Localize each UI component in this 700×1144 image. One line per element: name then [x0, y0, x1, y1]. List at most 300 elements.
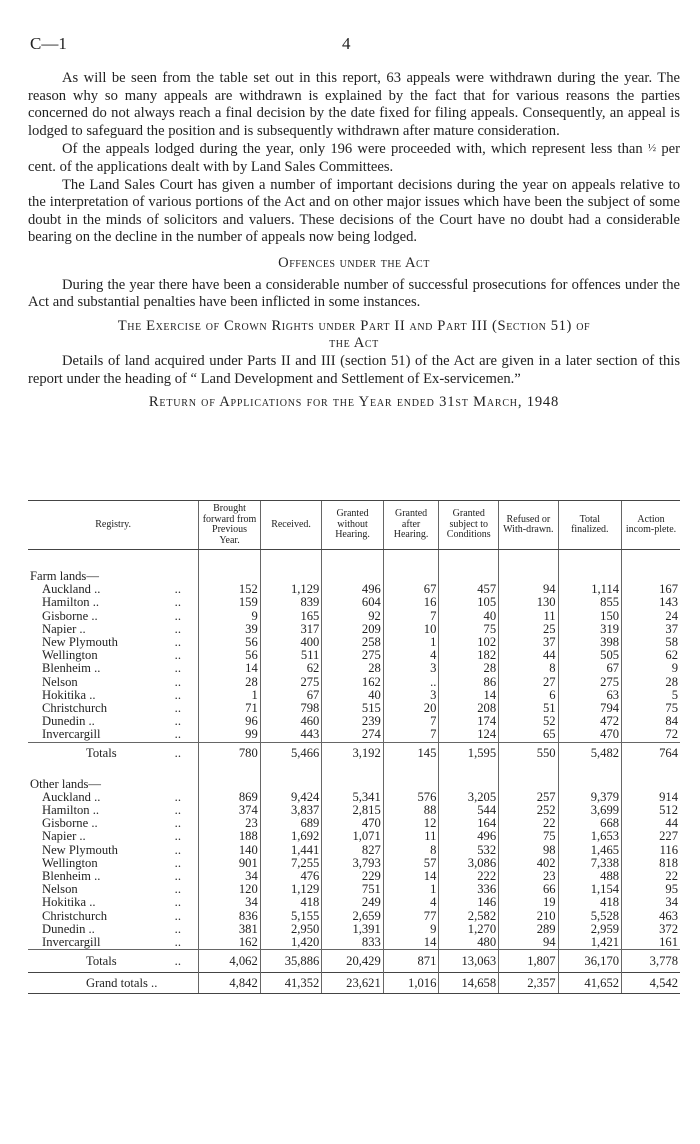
empty-cell [199, 765, 260, 778]
table-cell: 5,466 [260, 742, 322, 765]
table-cell: 443 [260, 728, 322, 742]
empty-cell [622, 778, 680, 791]
empty-cell [260, 550, 322, 571]
table-cell: 855 [558, 596, 621, 609]
table-cell: 22 [622, 870, 680, 883]
table-cell: 1,114 [558, 583, 621, 596]
table-cell: 764 [622, 742, 680, 765]
table-cell: 71 [199, 702, 260, 715]
registry-name: Gisborne .. [42, 608, 98, 623]
table-cell: 1,270 [439, 923, 499, 936]
table-cell: 3,699 [558, 804, 621, 817]
table-cell: 1,071 [322, 830, 383, 843]
table-row [28, 883, 680, 896]
table-cell: 62 [622, 649, 680, 662]
table-cell: 418 [260, 896, 322, 909]
leader-dots: .. [174, 789, 181, 804]
table-cell: 44 [622, 817, 680, 830]
table-cell: 402 [499, 857, 558, 870]
table-cell: 84 [622, 715, 680, 728]
page-number: 4 [342, 34, 351, 53]
table-cell: 34 [622, 896, 680, 909]
table-row [28, 910, 680, 923]
table-cell: 4 [383, 649, 439, 662]
table-cell: 515 [322, 702, 383, 715]
table-row [28, 804, 680, 817]
registry-name: Invercargill [42, 935, 101, 950]
table-row [28, 649, 680, 662]
registry-name: Wellington [42, 648, 98, 663]
registry-name: Blenheim .. [42, 661, 101, 676]
table-cell: 37 [622, 623, 680, 636]
section-heading: Farm lands— [30, 569, 99, 583]
leader-dots [173, 973, 199, 994]
table-cell: 374 [199, 804, 260, 817]
leader-dots: .. [174, 635, 181, 650]
empty-cell [622, 550, 680, 571]
table-cell: 794 [558, 702, 621, 715]
table-cell: 869 [199, 791, 260, 804]
table-cell: 470 [322, 817, 383, 830]
table-row [28, 689, 680, 702]
registry-name: Wellington [42, 855, 98, 870]
empty-cell [439, 765, 499, 778]
registry-name: Napier .. [42, 621, 86, 636]
table-cell: 1,465 [558, 844, 621, 857]
table-cell: 20 [383, 702, 439, 715]
table-cell: 5,528 [558, 910, 621, 923]
table-cell: 150 [558, 610, 621, 623]
paragraph-appeals-proceeded-b: per cent. of the applications dealt with by Land Sales Committees. [28, 141, 680, 175]
table-cell: 162 [322, 676, 383, 689]
empty-cell [260, 765, 322, 778]
paragraph-appeals-withdrawn: As will be seen from the table set out in this report, 63 appeals were withdrawn during the year. The reason why so many appeals are withdrawn is explained by the fact that for various reasons the parties concerned do not always reach a final decision by the date fixed for filing appeals. Consequently, an appeal is lodged to safeguard the position and is subsequently withdrawn after mature consideration. [28, 70, 680, 139]
table-cell: 833 [322, 936, 383, 950]
table-cell: 23 [199, 817, 260, 830]
empty-cell [499, 550, 558, 571]
table-cell: 9 [622, 662, 680, 675]
table-cell: 336 [439, 883, 499, 896]
registry-name: Grand totals .. [28, 973, 173, 994]
leader-dots: .. [174, 687, 181, 702]
leader-dots: .. [174, 661, 181, 676]
table-cell: 1 [199, 689, 260, 702]
spacer-row [28, 550, 680, 571]
table-cell: 165 [260, 610, 322, 623]
table-cell: 372 [622, 923, 680, 936]
table-cell: 1,129 [260, 883, 322, 896]
empty-cell [558, 550, 621, 571]
table-cell: 836 [199, 910, 260, 923]
col-brought-forward: Brought forward from Previous Year. [199, 501, 260, 550]
table-cell: 20,429 [322, 950, 383, 973]
totals-row-other [28, 950, 680, 973]
registry-name: Christchurch [42, 701, 108, 716]
heading-crown-rights-line1: The Exercise of Crown Rights under Part II and Part III (Section 51) of [117, 317, 591, 334]
table-cell: 14 [439, 689, 499, 702]
empty-cell [260, 778, 322, 791]
section-other-lands [28, 778, 680, 791]
leader-dots: .. [174, 855, 181, 870]
table-cell: 496 [439, 830, 499, 843]
table-cell: 56 [199, 649, 260, 662]
table-cell: 901 [199, 857, 260, 870]
table-cell: 120 [199, 883, 260, 896]
table-row [28, 623, 680, 636]
table-cell: 86 [439, 676, 499, 689]
table-cell: 229 [322, 870, 383, 883]
table-cell: 249 [322, 896, 383, 909]
table-cell: 7,255 [260, 857, 322, 870]
registry-name: New Plymouth [42, 635, 118, 650]
paragraph-offences: During the year there have been a considerable number of successful prosecutions for offences under the Act and substantial penalties have been inflicted in some instances. [28, 276, 680, 311]
table-cell: 839 [260, 596, 322, 609]
empty-cell [199, 778, 260, 791]
table-cell: 209 [322, 623, 383, 636]
registry-name: Totals [28, 742, 173, 765]
col-registry: Registry. [28, 501, 199, 550]
table-cell: 28 [439, 662, 499, 675]
table-cell: 14 [199, 662, 260, 675]
table-cell: 3,778 [622, 950, 680, 973]
table-cell: 11 [383, 830, 439, 843]
table-cell: 1,154 [558, 883, 621, 896]
table-cell: 23,621 [322, 973, 383, 994]
col-granted-without-hearing: Granted without Hearing. [322, 501, 383, 550]
table-cell: 505 [558, 649, 621, 662]
paragraph-crown-rights: Details of land acquired under Parts II and III (section 51) of the Act are given in a later section of this report under the heading of “ Land Development and Settlement of Ex-servicemen.” [28, 352, 680, 387]
table-cell: 34 [199, 896, 260, 909]
table-row [28, 857, 680, 870]
table-cell: 239 [322, 715, 383, 728]
registry-name: Gisborne .. [42, 816, 98, 831]
table-cell: 1 [383, 636, 439, 649]
table-cell: 512 [622, 804, 680, 817]
table-cell: 463 [622, 910, 680, 923]
spacer-row [28, 765, 680, 778]
table-cell: 2,959 [558, 923, 621, 936]
empty-cell [499, 765, 558, 778]
leader-dots: .. [174, 608, 181, 623]
empty-cell [322, 550, 383, 571]
table-cell: 257 [499, 791, 558, 804]
registry-name: Auckland .. [42, 789, 101, 804]
table-cell: 19 [499, 896, 558, 909]
table-cell: 1,016 [383, 973, 439, 994]
registry-name: Hamilton .. [42, 803, 100, 818]
table-cell: 4,062 [199, 950, 260, 973]
table-cell: 99 [199, 728, 260, 742]
table-row [28, 610, 680, 623]
registry-name: Hokitika .. [42, 687, 96, 702]
table-cell: 252 [499, 804, 558, 817]
table-cell: 1,807 [499, 950, 558, 973]
table-cell: 28 [199, 676, 260, 689]
table-cell: 41,652 [558, 973, 621, 994]
table-row [28, 702, 680, 715]
table-cell: 182 [439, 649, 499, 662]
leader-dots: .. [174, 701, 181, 716]
table-cell: 174 [439, 715, 499, 728]
table-cell: 208 [439, 702, 499, 715]
table-cell: 28 [322, 662, 383, 675]
table-cell: 36,170 [558, 950, 621, 973]
leader-dots: .. [174, 842, 181, 857]
table-cell: 7 [383, 728, 439, 742]
table-cell: 1,420 [260, 936, 322, 950]
table-row [28, 896, 680, 909]
table-cell: 1 [383, 883, 439, 896]
table-cell: 167 [622, 583, 680, 596]
table-cell: 161 [622, 936, 680, 950]
table-cell: 58 [622, 636, 680, 649]
col-received: Received. [260, 501, 322, 550]
table-cell: 3,837 [260, 804, 322, 817]
empty-cell [199, 550, 260, 571]
table-cell: 275 [322, 649, 383, 662]
table-cell: 96 [199, 715, 260, 728]
table-cell: 5,482 [558, 742, 621, 765]
paragraph-land-sales-court: The Land Sales Court has given a number of important decisions during the year on appeals relative to the interpretation of various portions of the Act and on other major issues which have been the subject of some doubt in the minds of solicitors and valuers. These decisions of the Court have no doubt had a considerable bearing on the decline in the number of appeals now being lodged. [28, 176, 680, 246]
table-cell: 11 [499, 610, 558, 623]
table-cell: 162 [199, 936, 260, 950]
table-cell: 105 [439, 596, 499, 609]
empty-cell [322, 765, 383, 778]
table-cell: 604 [322, 596, 383, 609]
table-cell: 12 [383, 817, 439, 830]
col-refused-withdrawn: Refused or With-drawn. [499, 501, 558, 550]
table-cell: 3 [383, 689, 439, 702]
table-cell: 798 [260, 702, 322, 715]
table-cell: 66 [499, 883, 558, 896]
table-row [28, 662, 680, 675]
registry-name: Blenheim .. [42, 869, 101, 884]
table-cell: 5,155 [260, 910, 322, 923]
table-cell: 16 [383, 596, 439, 609]
table-cell: 6 [499, 689, 558, 702]
table-cell: 3,793 [322, 857, 383, 870]
table-cell: 145 [383, 742, 439, 765]
table-body [28, 550, 680, 994]
empty-cell [383, 550, 439, 571]
table-cell: 289 [499, 923, 558, 936]
table-cell: 470 [558, 728, 621, 742]
table-cell: 9 [383, 923, 439, 936]
table-cell: 3,086 [439, 857, 499, 870]
fraction-half: ½ [647, 142, 657, 155]
leader-dots: .. [174, 816, 181, 831]
grand-totals-row [28, 973, 680, 994]
leader-dots: .. [174, 829, 181, 844]
registry-name: Hokitika .. [42, 895, 96, 910]
table-row [28, 923, 680, 936]
table-cell: 13,063 [439, 950, 499, 973]
table-cell: 102 [439, 636, 499, 649]
table-cell: 37 [499, 636, 558, 649]
leader-dots: .. [174, 621, 181, 636]
table-cell: 116 [622, 844, 680, 857]
table-row [28, 936, 680, 950]
empty-cell [28, 765, 173, 778]
table-cell: 818 [622, 857, 680, 870]
table-cell: 7 [383, 610, 439, 623]
table-cell: 14 [383, 936, 439, 950]
table-cell: 222 [439, 870, 499, 883]
table-cell: 94 [499, 936, 558, 950]
table-cell: 4,842 [199, 973, 260, 994]
registry-name: Dunedin .. [42, 921, 95, 936]
table-row [28, 844, 680, 857]
table-cell: 52 [499, 715, 558, 728]
table-cell: 319 [558, 623, 621, 636]
table-cell: 152 [199, 583, 260, 596]
table-cell: 780 [199, 742, 260, 765]
table-cell: 188 [199, 830, 260, 843]
table-row [28, 728, 680, 742]
empty-cell [173, 778, 199, 791]
table-cell: 39 [199, 623, 260, 636]
table-cell: 57 [383, 857, 439, 870]
leader-dots: .. [173, 950, 199, 973]
table-cell: 496 [322, 583, 383, 596]
empty-cell [558, 765, 621, 778]
applications-table [28, 500, 680, 994]
table-cell: 67 [383, 583, 439, 596]
heading-offences: Offences under the Act [278, 254, 430, 271]
table-cell: 146 [439, 896, 499, 909]
table-cell: 56 [199, 636, 260, 649]
leader-dots: .. [174, 714, 181, 729]
table-cell: 550 [499, 742, 558, 765]
table-cell: 4 [383, 896, 439, 909]
table-cell: 63 [558, 689, 621, 702]
leader-dots: .. [174, 908, 181, 923]
table-cell: 27 [499, 676, 558, 689]
table-cell: 5,341 [322, 791, 383, 804]
table-cell: 143 [622, 596, 680, 609]
leader-dots: .. [174, 921, 181, 936]
empty-cell [28, 550, 173, 571]
table-header-row [28, 501, 680, 550]
table-cell: 94 [499, 583, 558, 596]
table-cell: 40 [322, 689, 383, 702]
table-cell: 2,357 [499, 973, 558, 994]
registry-name: Napier .. [42, 829, 86, 844]
table-cell: 3,205 [439, 791, 499, 804]
table-cell: 532 [439, 844, 499, 857]
table-cell: 95 [622, 883, 680, 896]
table-cell: 159 [199, 596, 260, 609]
registry-name: Dunedin .. [42, 714, 95, 729]
table-cell: 75 [439, 623, 499, 636]
table-cell: 34 [199, 870, 260, 883]
table-cell: 40 [439, 610, 499, 623]
table-cell: 1,441 [260, 844, 322, 857]
leader-dots: .. [173, 742, 199, 765]
empty-cell [622, 765, 680, 778]
table-cell: 7 [383, 715, 439, 728]
empty-cell [173, 765, 199, 778]
table-row [28, 636, 680, 649]
empty-cell [439, 550, 499, 571]
table-cell: .. [383, 676, 439, 689]
table-cell: 544 [439, 804, 499, 817]
table-cell: 457 [439, 583, 499, 596]
table-cell: 130 [499, 596, 558, 609]
table-cell: 41,352 [260, 973, 322, 994]
table-cell: 689 [260, 817, 322, 830]
col-granted-after-hearing: Granted after Hearing. [383, 501, 439, 550]
table-row [28, 870, 680, 883]
table-cell: 8 [383, 844, 439, 857]
section-heading: Other lands— [30, 776, 101, 791]
col-granted-subject: Granted subject to Conditions [439, 501, 499, 550]
table-cell: 51 [499, 702, 558, 715]
table-cell: 317 [260, 623, 322, 636]
table-cell: 258 [322, 636, 383, 649]
table-cell: 476 [260, 870, 322, 883]
registry-name: Hamilton .. [42, 595, 100, 610]
table-cell: 75 [622, 702, 680, 715]
table-cell: 23 [499, 870, 558, 883]
registry-name: Nelson [42, 674, 78, 689]
table-cell: 827 [322, 844, 383, 857]
leader-dots: .. [174, 674, 181, 689]
section-farm-lands [28, 570, 680, 583]
heading-crown-rights [28, 318, 680, 353]
empty-cell [383, 778, 439, 791]
leader-dots: .. [174, 935, 181, 950]
table-cell: 576 [383, 791, 439, 804]
table-cell: 210 [499, 910, 558, 923]
paragraph-appeals-proceeded-a: Of the appeals lodged during the year, only 196 were proceeded with, which represent less than [62, 141, 643, 158]
table-row [28, 830, 680, 843]
registry-name: Auckland .. [42, 582, 101, 597]
table-cell: 75 [499, 830, 558, 843]
registry-name: New Plymouth [42, 842, 118, 857]
leader-dots: .. [174, 582, 181, 597]
leader-dots: .. [174, 882, 181, 897]
table-cell: 3 [383, 662, 439, 675]
table-cell: 751 [322, 883, 383, 896]
table-cell: 98 [499, 844, 558, 857]
col-total-finalized: Total finalized. [558, 501, 621, 550]
table-cell: 1,692 [260, 830, 322, 843]
table-cell: 1,129 [260, 583, 322, 596]
table-cell: 460 [260, 715, 322, 728]
table-cell: 668 [558, 817, 621, 830]
table-cell: 72 [622, 728, 680, 742]
leader-dots: .. [174, 895, 181, 910]
table-cell: 92 [322, 610, 383, 623]
table-cell: 124 [439, 728, 499, 742]
table-row [28, 596, 680, 609]
empty-cell [322, 778, 383, 791]
empty-cell [439, 778, 499, 791]
table-cell: 5 [622, 689, 680, 702]
table-cell: 227 [622, 830, 680, 843]
empty-cell [173, 550, 199, 571]
table-cell: 2,815 [322, 804, 383, 817]
leader-dots: .. [174, 595, 181, 610]
table-cell: 488 [558, 870, 621, 883]
registry-name: Totals [28, 950, 173, 973]
table-cell: 3,192 [322, 742, 383, 765]
table-cell: 1,653 [558, 830, 621, 843]
table-cell: 14 [383, 870, 439, 883]
table-cell: 164 [439, 817, 499, 830]
registry-name: Christchurch [42, 908, 108, 923]
